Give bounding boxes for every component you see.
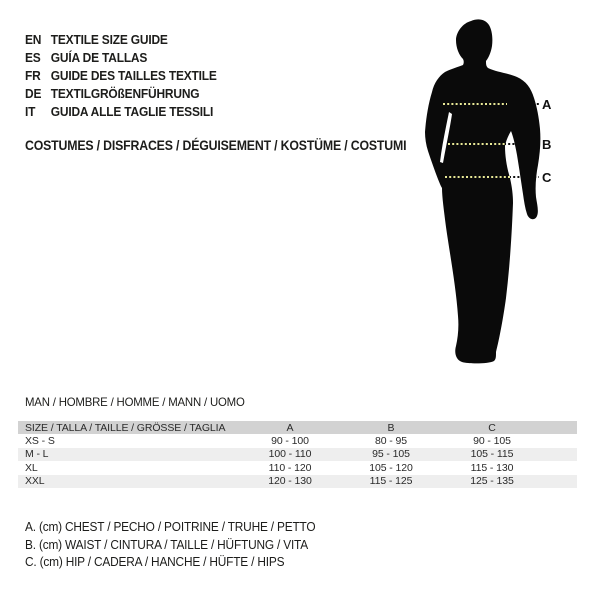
size-cell: XL [25,461,38,474]
hip-cell: 90 - 105 [473,434,511,447]
hip-cell: 125 - 135 [470,475,514,488]
waist-cell: 80 - 95 [375,434,407,447]
man-silhouette-icon [425,19,540,363]
language-code: FR [25,68,41,83]
header-spacer [542,421,577,434]
hip-cell: 105 - 115 [470,448,514,461]
size-cell: XS - S [25,434,55,447]
language-row [25,31,217,49]
waist-cell: 115 - 125 [369,475,413,488]
chest-cell: 90 - 100 [271,434,309,447]
chest-cell: 110 - 120 [268,461,312,474]
language-code: DE [25,86,42,101]
language-list [25,31,217,121]
table-row [18,448,577,462]
size-cell: M - L [25,448,49,461]
note-chest: A. (cm) CHEST / PECHO / POITRINE / TRUHE / PETTO [25,520,316,534]
language-code: ES [25,50,41,65]
header-size: SIZE / TALLA / TAILLE / GRÖSSE / TAGLIA [25,421,226,434]
table-header-row [18,421,577,434]
waist-cell: 95 - 105 [372,448,410,461]
measure-label-c: C [542,170,552,185]
note-waist: B. (cm) WAIST / CINTURA / TAILLE / HÜFTUNG / VITA [25,537,308,552]
language-row [25,103,217,121]
table-row [18,434,577,448]
waist-cell: 105 - 120 [369,461,413,474]
man-silhouette-figure [425,15,555,365]
header-b: B [387,421,395,434]
language-label: TEXTILE SIZE GUIDE [50,32,168,47]
hip-cell: 115 - 130 [470,461,514,474]
language-label: GUIDE DES TAILLES TEXTILE [50,68,217,83]
chest-cell: 100 - 110 [268,448,312,461]
language-row [25,49,217,67]
language-code: EN [25,32,42,47]
category-title: COSTUMES / DISFRACES / DÉGUISEMENT / KOSTÜME / COSTUMI [25,137,407,153]
note-hip: C. (cm) HIP / CADERA / HANCHE / HÜFTE / HIPS [25,555,285,570]
size-cell: XXL [25,475,45,488]
measurement-notes [25,519,315,572]
header-c: C [488,421,496,434]
header-a: A [286,421,294,434]
table-row [18,475,577,489]
table-row [18,461,577,475]
size-table [18,421,577,488]
size-figure [425,15,555,365]
language-row [25,85,217,103]
language-code: IT [25,104,36,119]
language-label: GUIDA ALLE TAGLIE TESSILI [50,104,214,119]
language-label: GUÍA DE TALLAS [50,50,148,65]
measure-label-b: B [542,137,552,152]
chest-cell: 120 - 130 [268,475,312,488]
section-title: MAN / HOMBRE / HOMME / MANN / UOMO [25,395,245,409]
language-row [25,67,217,85]
language-label: TEXTILGRÖßENFÜHRUNG [50,86,200,101]
measure-label-a: A [542,97,552,112]
